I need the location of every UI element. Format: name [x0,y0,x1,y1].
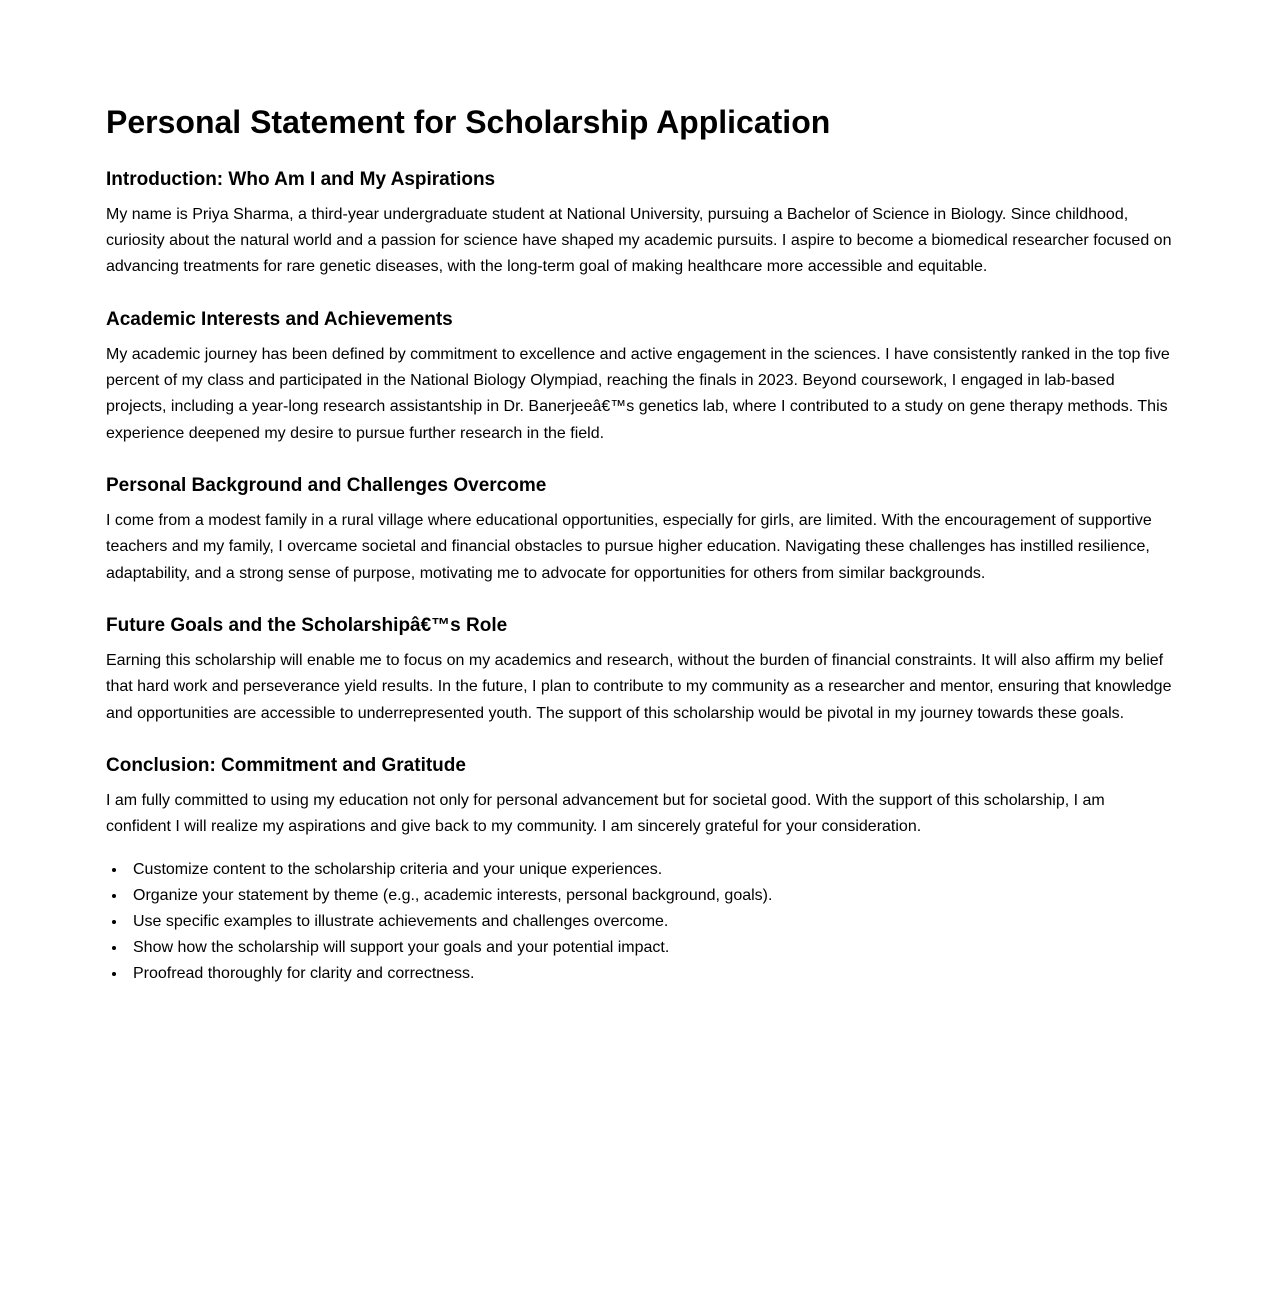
list-item: • Customize content to the scholarship criteria and your unique experiences. [127,857,1172,883]
document-content [106,0,1172,987]
list-item: • Proofread thoroughly for clarity and correctness. [127,961,1172,987]
section-conclusion [106,755,1172,841]
section-heading-conclusion: Conclusion: Commitment and Gratitude [106,755,466,777]
section-personal-background [106,475,1172,587]
section-paragraph-personal-background: I come from a modest family in a rural village where educational opportunities, especially for girls, are limited. With the encouragement of supportive teachers and my family, I overcame societal and financial obstacles to pursue higher education. Navigating these challenges has instilled resilience, adaptability, and a strong sense of purpose, motivating me to advocate for opportunities for others from similar backgrounds. [106,511,1152,582]
section-heading-academic-interests: Academic Interests and Achievements [106,308,453,330]
section-paragraph-introduction: My name is Priya Sharma, a third-year undergraduate student at National University, pursuing a Bachelor of Science in Biology. Since childhood, curiosity about the natural world and a passion for science have shaped my academic pursuits. I aspire to become a biomedical researcher focused on advancing treatments for rare genetic diseases, with the long-term goal of making healthcare more accessible and equitable. [106,205,1172,276]
section-future-goals [106,615,1172,727]
list-item: • Use specific examples to illustrate achievements and challenges overcome. [127,909,1172,935]
section-paragraph-conclusion: I am fully committed to using my education not only for personal advancement but for societal good. With the support of this scholarship, I am confident I will realize my aspirations and give back to my community. I am sincerely grateful for your consideration. [106,791,1105,836]
list-item: • Show how the scholarship will support your goals and your potential impact. [127,935,1172,961]
section-heading-future-goals: Future Goals and the Scholarshipâ€™s Role [106,615,508,637]
section-heading-personal-background: Personal Background and Challenges Overcome [106,475,547,497]
section-heading-introduction: Introduction: Who Am I and My Aspirations [106,168,496,190]
section-paragraph-academic-interests: My academic journey has been defined by commitment to excellence and active engagement in the sciences. I have consistently ranked in the top five percent of my class and participated in the National Biology Olympiad, reaching the finals in 2023. Beyond coursework, I engaged in lab-based projects, including a year-long research assistantship in Dr. Banerjeeâ€™s genetics lab, where I contributed to a study on gene therapy methods. This experience deepened my desire to pursue further research in the field. [106,345,1170,442]
page-title: Personal Statement for Scholarship Application [106,104,831,140]
section-paragraph-future-goals: Earning this scholarship will enable me to focus on my academics and research, without the burden of financial constraints. It will also affirm my belief that hard work and perseverance yield results. In the future, I plan to contribute to my community as a researcher and mentor, ensuring that knowledge and opportunities are accessible to underrepresented youth. The support of this scholarship would be pivotal in my journey towards these goals. [106,651,1172,722]
section-introduction [106,169,1172,281]
list-item: • Organize your statement by theme (e.g., academic interests, personal background, goals). [127,883,1172,909]
tips-list [106,857,1172,987]
section-academic-interests [106,309,1172,447]
